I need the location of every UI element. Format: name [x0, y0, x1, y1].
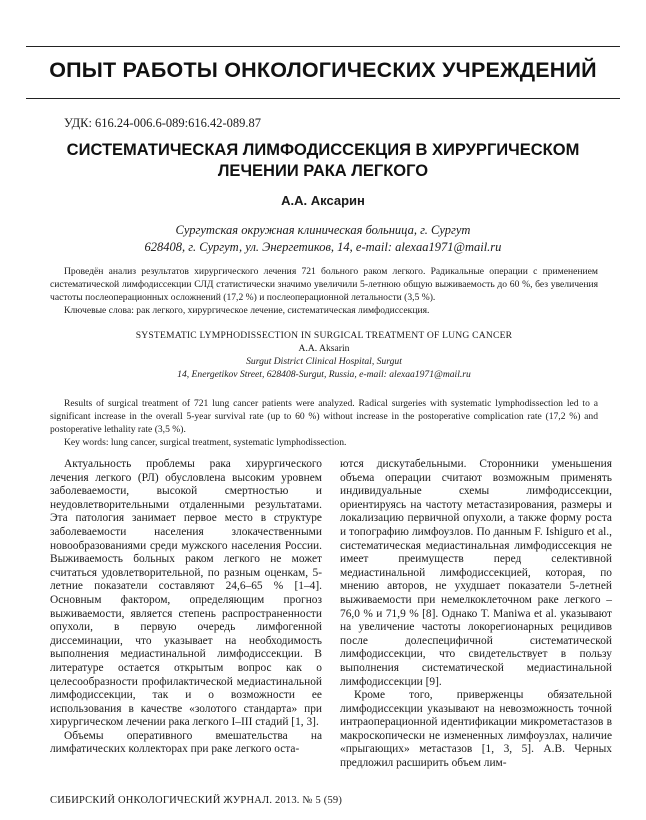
english-author: A.A. Aksarin [298, 343, 350, 354]
section-rule-top [26, 46, 620, 47]
keywords-en: Key words: lung cancer, surgical treatment, systematic lymphodissection. [64, 437, 347, 448]
left-paragraph-1: Актуальность проблемы рака хирургического лечения легкого (РЛ) обусловлена высоким уровнем заболеваемости, высокой смертностью и неудовлетворительными отдаленными результатами. Эта патология занимает первое место в структуре заболеваемости населения злокачественными новообразованиями среди мужского населения России. Выживаемость больных раком легкого не может считаться удовлетворительной, по разным оценкам, 5-летние показатели составляют 24,6–65 % [1–4]. Основным фактором, определяющим прогноз выживаемости, является степень распространенности опухоли, в первую очередь лимфогенной диссеминации, что указывает на необходимость выполнения медиастинальной лимфодиссекции. В литературе остается открытым вопрос как о целесообразности профилактической медиастинальной лимфодиссекции, так и о возможности ее использования в качестве «золотого стандарта» при хирургическом лечении рака легкого I–III стадий [1, 3]. [50, 458, 322, 729]
abstract-ru-text: Проведён анализ результатов хирургического лечения 721 больного раком легкого. Радикальные операции с применением систематической лимфодиссекции СЛД статистически значимо увеличили 5-летнюю общую выживаемость до 60 %, без увеличения частоты послеоперационных осложнений (17,2 %) и послеоперационной летальности (3,5 %). [50, 266, 598, 303]
section-title: ОПЫТ РАБОТЫ ОНКОЛОГИЧЕСКИХ УЧРЕЖДЕНИЙ [49, 58, 597, 82]
right-paragraph-2: Кроме того, приверженцы обязательной лимфодиссекции указывают на невозможность точной интраоперационной идентификации микрометастазов в макроскопически не измененных лимфоузлах, наличие «прыгающих» метастазов [1, 3, 5]. А.В. Черных предложил расширить объем лим- [340, 689, 612, 770]
body-column-right [340, 458, 612, 771]
article-title [30, 140, 616, 182]
journal-footer: СИБИРСКИЙ ОНКОЛОГИЧЕСКИЙ ЖУРНАЛ. 2013. № 5 (59) [50, 795, 343, 806]
left-paragraph-2: Объемы оперативного вмешательства на лимфатических коллекторах при раке легкого оста- [50, 729, 322, 756]
article-title-line1: СИСТЕМАТИЧЕСКАЯ ЛИМФОДИССЕКЦИЯ В ХИРУРГИЧЕСКОМ [66, 141, 580, 159]
affiliation [0, 222, 646, 256]
abstract-ru [50, 265, 598, 317]
section-rule-bottom [26, 98, 620, 99]
udc-code: УДК: 616.24-006.6-089:616.42-089.87 [64, 116, 262, 130]
abstract-en-text: Results of surgical treatment of 721 lung cancer patients were analyzed. Radical surgeries with systematic lymphodissection led to a significant increase in the overall 5-year survival rate (up to 60 %) without increase in the postoperative complication rate (17,2 %) and postoperative lethality rate (3,5 %). [50, 398, 598, 435]
affiliation-line2: 628408, г. Сургут, ул. Энергетиков, 14, e-mail: alexaa1971@mail.ru [144, 240, 502, 254]
article-title-line2: ЛЕЧЕНИИ РАКА ЛЕГКОГО [217, 162, 429, 180]
english-affiliation-line2: 14, Energetikov Street, 628408-Surgut, Russia, e-mail: alexaa1971@mail.ru [177, 369, 471, 380]
author: А.А. Аксарин [281, 193, 365, 208]
right-paragraph-1: ются дискутабельными. Сторонники уменьшения объема операции считают возможным применять индивидуальные схемы лимфодиссекции, ориентируясь на частоту метастазирования, размеры и локализацию первичной опухоли, а также форму роста и топографию лимфоузлов. По данным F. Ishiguro et al., систематическая медиастинальная лимфодиссекция не имеет преимуществ перед селективной медиастинальной лимфодиссекцией, которая, по мнению авторов, не ухудшает показатели 5-летней выживаемости при немелкоклеточном раке легкого – 76,0 % и 71,9 % [8]. Однако T. Maniwa et al. указывают на увеличение частоты локорегионарных рецидивов после долеспецифичной систематической лимфодиссекции, что свидетельствует в пользу выполнения систематической медиастинальной лимфодиссекции [9]. [340, 458, 612, 688]
body-column-left [50, 458, 322, 757]
affiliation-line1: Сургутская окружная клиническая больница, г. Сургут [175, 223, 471, 237]
english-title: SYSTEMATIC LYMPHODISSECTION IN SURGICAL TREATMENT OF LUNG CANCER [135, 330, 513, 341]
abstract-en [50, 397, 598, 449]
english-header [50, 329, 598, 381]
keywords-ru: Ключевые слова: рак легкого, хирургическое лечение, систематическая лимфодиссекция. [64, 305, 430, 316]
english-affiliation-line1: Surgut District Clinical Hospital, Surgut [246, 356, 402, 367]
